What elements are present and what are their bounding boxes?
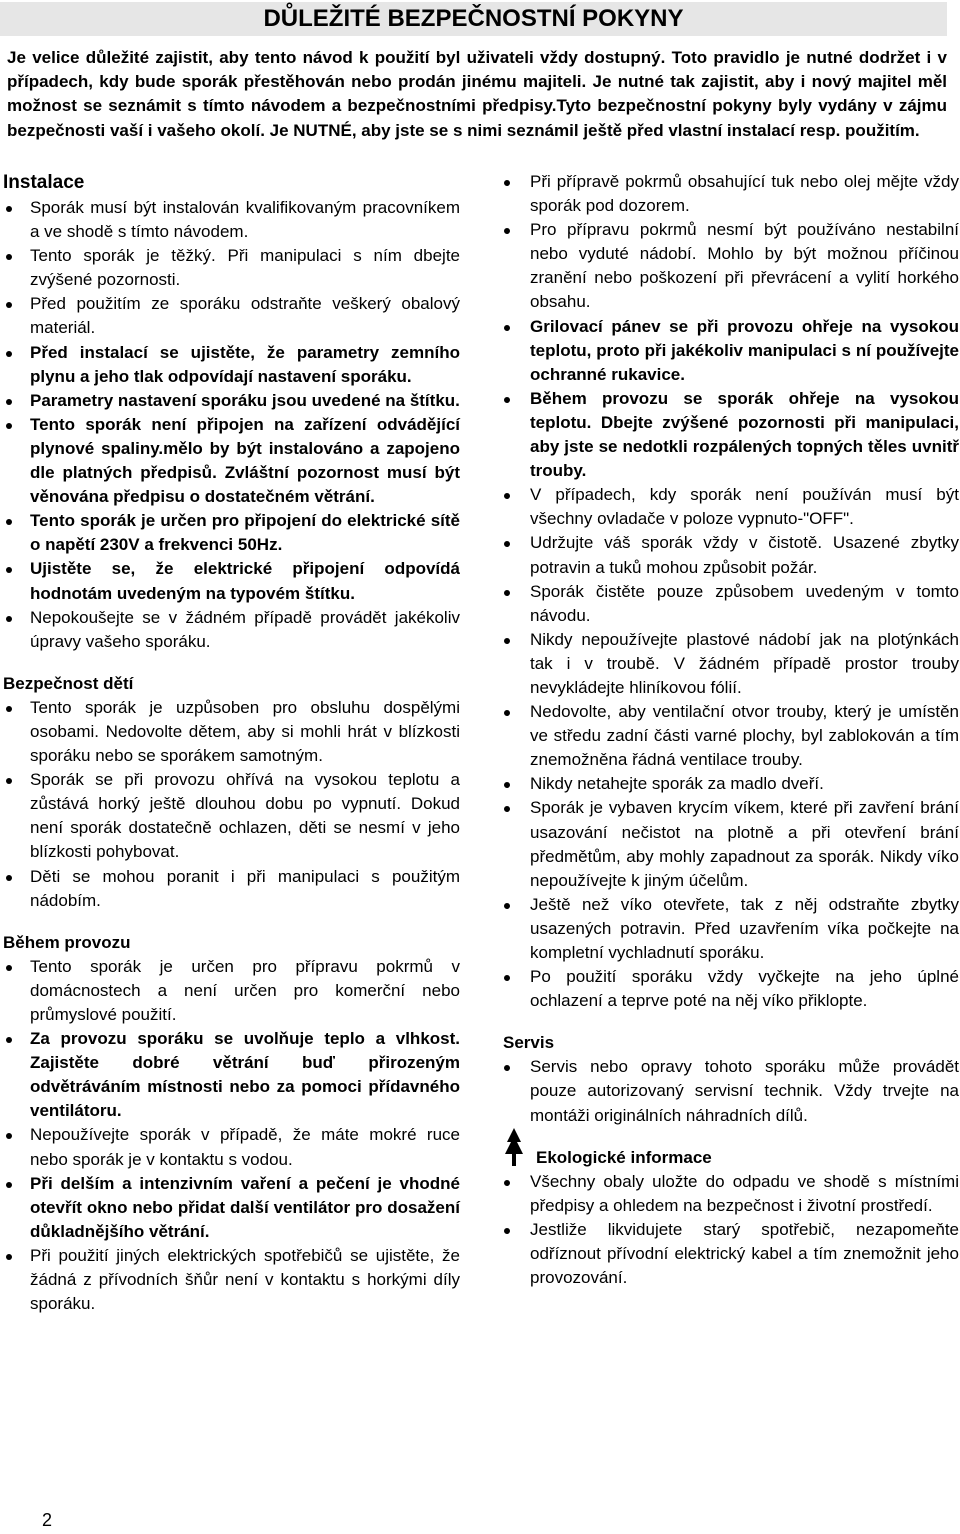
list-item: Před použitím ze sporáku odstraňte veškerý obalový materiál. xyxy=(3,292,460,340)
eko-list xyxy=(499,1170,959,1290)
section-title-provoz: Během provozu xyxy=(3,932,131,952)
list-item: V případech, kdy sporák není používán musí být všechny ovladače v poloze vypnuto-"OFF". xyxy=(499,483,959,531)
list-item: Sporák se při provozu ohřívá na vysokou teplotu a zůstává horký ještě dlouhou dobu po vypnutí. Dokud není sporák dostatečně ochlazen, děti se nesmí v jeho blízkosti pohybovat. xyxy=(3,768,460,864)
list-item: Po použití sporáku vždy vyčkejte na jeho úplné ochlazení a teprve poté na něj víko přiklopte. xyxy=(499,965,959,1013)
list-item: Udržujte váš sporák vždy v čistotě. Usazené zbytky potravin a tuků mohou způsobit požár. xyxy=(499,531,959,579)
list-item: Při delším a intenzivním vaření a pečení je vhodné otevřít okno nebo přidat další ventilátor pro dosažení důkladnějšího větrání. xyxy=(3,1172,460,1244)
eko-header xyxy=(499,1146,959,1170)
list-item: Děti se mohou poranit i při manipulaci s použitým nádobím. xyxy=(3,865,460,913)
left-column xyxy=(3,170,460,1316)
list-item: Nedovolte, aby ventilační otvor trouby, který je umístěn ve středu zadní části varné plochy, byl zablokován a tím znemožněna řádná ventilace trouby. xyxy=(499,700,959,772)
list-item: Parametry nastavení sporáku jsou uvedené na štítku. xyxy=(3,389,460,413)
list-item: Nikdy nepoužívejte plastové nádobí jak na plotýnkách tak i v troubě. V žádném případě prostor trouby nevykládejte hliníkovou fólií. xyxy=(499,628,959,700)
list-item: Nepoužívejte sporák v případě, že máte mokré ruce nebo sporák je v kontaktu s vodou. xyxy=(3,1123,460,1171)
tree-recycle-icon xyxy=(503,1128,525,1166)
list-item: Tento sporák je uzpůsoben pro obsluhu dospělými osobami. Nedovolte dětem, aby si mohli hrát v blízkosti sporáku nebo se sporákem samotným. xyxy=(3,696,460,768)
list-item: Servis nebo opravy tohoto sporáku může provádět pouze autorizovaný servisní technik. Vždy trvejte na montáži originálních náhradních dílů. xyxy=(499,1055,959,1127)
provoz-list xyxy=(3,955,460,1316)
list-item: Sporák je vybaven krycím víkem, které při zavření brání usazování nečistot na plotně a při otevření brání předmětům, aby mohly zapadnout za sporák. Nikdy víko nepoužívejte k jiným účelům. xyxy=(499,796,959,892)
list-item: Nikdy netahejte sporák za madlo dveří. xyxy=(499,772,959,796)
page-number: 2 xyxy=(42,1510,53,1530)
section-title-deti: Bezpečnost dětí xyxy=(3,673,134,693)
list-item: Ještě než víko otevřete, tak z něj odstraňte zbytky usazených potravin. Před uzavřením víka počkejte na kompletní vychladnutí sporáku. xyxy=(499,893,959,965)
list-item: Při přípravě pokrmů obsahující tuk nebo olej mějte vždy sporák pod dozorem. xyxy=(499,170,959,218)
list-item: Před instalací se ujistěte, že parametry zemního plynu a jeho tlak odpovídají nastavení sporáku. xyxy=(3,341,460,389)
section-title-instalace: Instalace xyxy=(3,172,85,193)
list-item: Grilovací pánev se při provozu ohřeje na vysokou teplotu, proto při jakékoliv manipulaci s ní používejte ochranné rukavice. xyxy=(499,315,959,387)
list-item: Ujistěte se, že elektrické připojení odpovídá hodnotám uvedeným na typovém štítku. xyxy=(3,557,460,605)
list-item: Tento sporák je určen pro připojení do elektrické sítě o napětí 230V a frekvenci 50Hz. xyxy=(3,509,460,557)
list-item: Během provozu se sporák ohřeje na vysokou teplotu. Dbejte zvýšené pozornosti při manipulaci, aby jste se nedotkli rozpálených topných těles uvnitř trouby. xyxy=(499,387,959,483)
list-item: Při použití jiných elektrických spotřebičů se ujistěte, že žádná z přívodních šňůr není v kontaktu s horkými díly sporáku. xyxy=(3,1244,460,1316)
deti-list xyxy=(3,696,460,913)
list-item: Všechny obaly uložte do odpadu ve shodě s místními předpisy a ohledem na bezpečnost i životní prostředí. xyxy=(499,1170,959,1218)
intro-paragraph: Je velice důležité zajistit, aby tento návod k použití byl uživateli vždy dostupný. Toto pravidlo je nutné dodržet i v případech, kdy bude sporák přestěhován nebo prodán jinému majiteli. Je nutné tak zajistit, aby i nový majitel měl možnost se seznámit s tímto návodem a bezpečnostními předpisy.Tyto bezpečnostní pokyny byly vydány v zájmu bezpečnosti vaší i vašeho okolí. Je NUTNÉ, aby jste se s nimi seznámil ještě před vlastní instalací resp. použitím. xyxy=(7,48,947,140)
section-title-servis: Servis xyxy=(503,1033,555,1053)
list-item: Jestliže likvidujete starý spotřebič, nezapomeňte odříznout přívodní elektrický kabel a tím znemožnit jeho provozování. xyxy=(499,1218,959,1290)
right-column xyxy=(499,170,959,1290)
list-item: Tento sporák je určen pro přípravu pokrmů v domácnostech a není určen pro komerční nebo průmyslové použití. xyxy=(3,955,460,1027)
list-item: Tento sporák není připojen na zařízení odvádějící plynové spaliny.mělo by být instalováno a zapojeno dle platných předpisů. Zvláštní pozornost musí být věnována předpisu o dostatečném větrání. xyxy=(3,413,460,509)
list-item: Sporák musí být instalován kvalifikovaným pracovníkem a ve shodě s tímto návodem. xyxy=(3,196,460,244)
safety-list-continued xyxy=(499,170,959,1013)
instalace-list xyxy=(3,196,460,654)
list-item: Sporák čistěte pouze způsobem uvedeným v tomto návodu. xyxy=(499,580,959,628)
servis-list xyxy=(499,1055,959,1127)
list-item: Pro přípravu pokrmů nesmí být používáno nestabilní nebo vyduté nádobí. Mohlo by být možnou příčinou zranění nebo poškození při převrácení a vylití horkého obsahu. xyxy=(499,218,959,314)
page-title: DŮLEŽITÉ BEZPEČNOSTNÍ POKYNY xyxy=(0,2,947,36)
list-item: Za provozu sporáku se uvolňuje teplo a vlhkost. Zajistěte dobré větrání buď přirozeným odvětráváním místnosti nebo za pomoci přídavného ventilátoru. xyxy=(3,1027,460,1123)
section-title-eko: Ekologické informace xyxy=(536,1147,712,1167)
list-item: Nepokoušejte se v žádném případě provádět jakékoliv úpravy vašeho sporáku. xyxy=(3,606,460,654)
list-item: Tento sporák je těžký. Při manipulaci s ním dbejte zvýšené pozornosti. xyxy=(3,244,460,292)
